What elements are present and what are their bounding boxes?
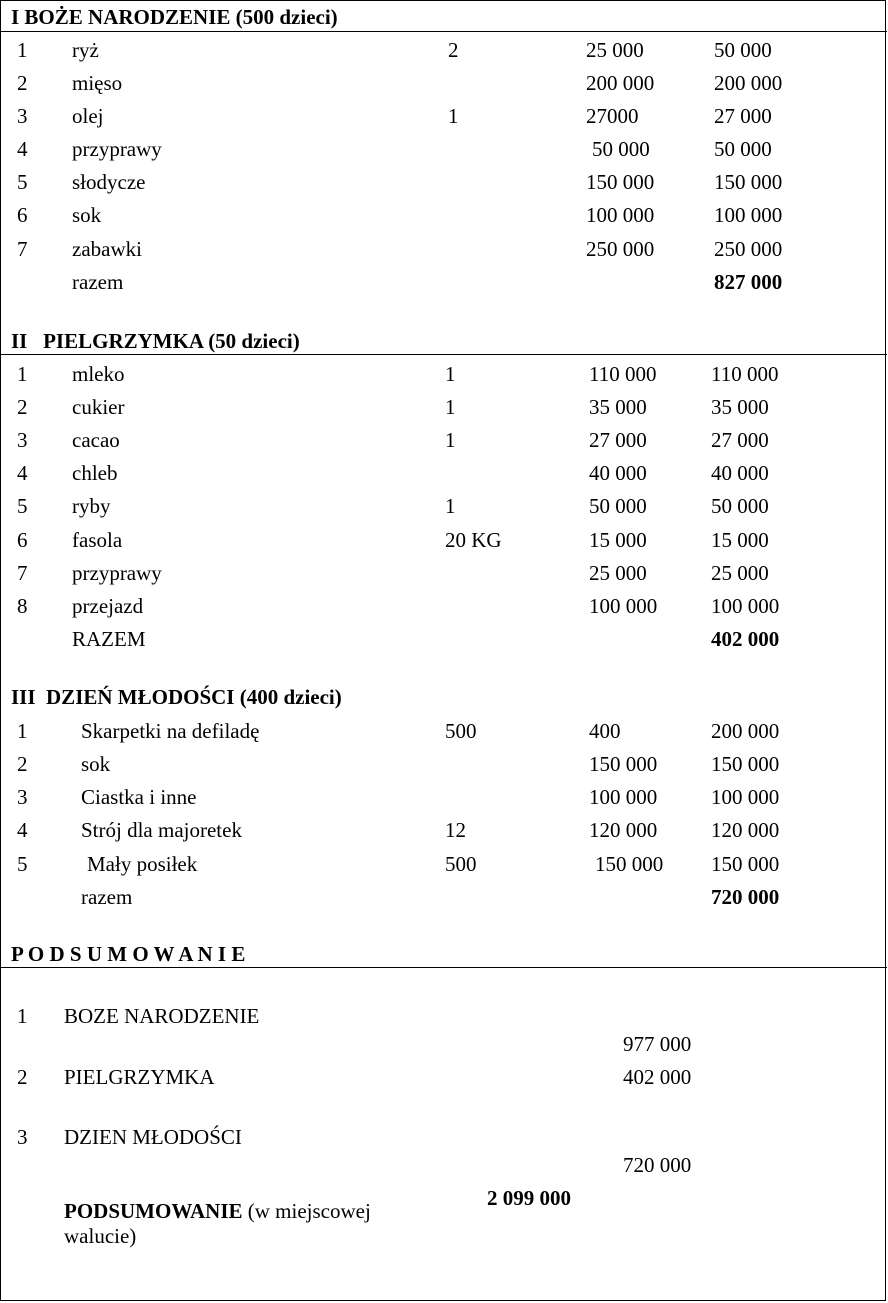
item-price: 25 000 [589, 561, 647, 585]
summary-label: PIELGRZYMKA [64, 1065, 215, 1089]
divider [1, 31, 887, 32]
sum-value: 827 000 [714, 270, 783, 294]
item-price: 250 000 [586, 237, 655, 261]
item-price: 50 000 [589, 494, 647, 518]
row-number: 3 [17, 104, 28, 128]
item-quantity: 2 [448, 38, 459, 62]
item-total: 50 000 [714, 137, 772, 161]
summary-value: 720 000 [623, 1153, 692, 1177]
row-number: 2 [17, 1065, 28, 1089]
row-number: 5 [17, 852, 28, 876]
item-name: przyprawy [72, 137, 162, 161]
item-name: cukier [72, 395, 125, 419]
item-total: 40 000 [711, 461, 769, 485]
item-quantity: 12 [445, 818, 466, 842]
item-name: Mały posiłek [87, 852, 198, 876]
section-title-pilgrimage: II PIELGRZYMKA (50 dzieci) [11, 329, 300, 353]
item-name: Ciastka i inne [81, 785, 197, 809]
item-price: 100 000 [586, 203, 655, 227]
row-number: 4 [17, 137, 28, 161]
grand-total-label-rest: (w miejscowej walucie) [64, 1199, 371, 1249]
item-name: olej [72, 104, 104, 128]
row-number: 8 [17, 594, 28, 618]
item-total: 27 000 [711, 428, 769, 452]
item-price: 27 000 [589, 428, 647, 452]
item-price: 110 000 [589, 362, 657, 386]
sum-value: 402 000 [711, 627, 780, 651]
item-name: mięso [72, 71, 123, 95]
item-price: 400 [589, 719, 621, 743]
divider [1, 354, 887, 355]
item-price: 150 000 [595, 852, 664, 876]
item-name: ryby [72, 494, 111, 518]
item-price: 15 000 [589, 528, 647, 552]
row-number: 6 [17, 203, 28, 227]
sum-label: RAZEM [72, 627, 146, 651]
summary-label: DZIEN MŁODOŚCI [64, 1125, 242, 1149]
item-quantity: 1 [445, 494, 456, 518]
item-price: 200 000 [586, 71, 655, 95]
item-quantity: 1 [445, 395, 456, 419]
item-name: fasola [72, 528, 123, 552]
row-number: 5 [17, 494, 28, 518]
row-number: 7 [17, 561, 28, 585]
section-title-christmas: I BOŻE NARODZENIE (500 dzieci) [11, 5, 338, 29]
summary-value: 402 000 [623, 1065, 692, 1089]
item-total: 100 000 [714, 203, 783, 227]
row-number: 6 [17, 528, 28, 552]
grand-total: 2 099 000 [487, 1186, 571, 1210]
summary-title: P O D S U M O W A N I E [11, 942, 246, 966]
item-total: 120 000 [711, 818, 780, 842]
summary-value: 977 000 [623, 1032, 692, 1056]
item-name: chleb [72, 461, 118, 485]
grand-total-label [64, 1199, 444, 1249]
item-quantity: 1 [445, 428, 456, 452]
item-total: 200 000 [714, 71, 783, 95]
sum-label: razem [72, 270, 124, 294]
item-quantity: 1 [448, 104, 459, 128]
row-number: 1 [17, 1004, 28, 1028]
item-price: 25 000 [586, 38, 644, 62]
item-price: 40 000 [589, 461, 647, 485]
item-name: Skarpetki na defiladę [81, 719, 260, 743]
summary-label: BOZE NARODZENIE [64, 1004, 260, 1028]
item-price: 50 000 [592, 137, 650, 161]
item-total: 50 000 [714, 38, 772, 62]
item-total: 100 000 [711, 594, 780, 618]
item-name: słodycze [72, 170, 146, 194]
item-total: 25 000 [711, 561, 769, 585]
item-name: cacao [72, 428, 120, 452]
row-number: 3 [17, 785, 28, 809]
row-number: 5 [17, 170, 28, 194]
item-total: 27 000 [714, 104, 772, 128]
item-quantity: 500 [445, 719, 477, 743]
grand-total-label-bold: PODSUMOWANIE [64, 1199, 243, 1223]
row-number: 3 [17, 1125, 28, 1149]
row-number: 7 [17, 237, 28, 261]
item-total: 150 000 [711, 852, 780, 876]
item-name: sok [81, 752, 111, 776]
item-price: 150 000 [589, 752, 658, 776]
item-name: zabawki [72, 237, 142, 261]
item-quantity: 500 [445, 852, 477, 876]
row-number: 4 [17, 818, 28, 842]
item-price: 100 000 [589, 594, 658, 618]
item-price: 27000 [586, 104, 639, 128]
item-total: 100 000 [711, 785, 780, 809]
row-number: 4 [17, 461, 28, 485]
item-name: mleko [72, 362, 125, 386]
item-price: 100 000 [589, 785, 658, 809]
item-total: 15 000 [711, 528, 769, 552]
item-quantity: 20 KG [445, 528, 502, 552]
row-number: 1 [17, 719, 28, 743]
sum-value: 720 000 [711, 885, 780, 909]
item-name: sok [72, 203, 102, 227]
item-name: przyprawy [72, 561, 162, 585]
item-total: 150 000 [711, 752, 780, 776]
row-number: 1 [17, 38, 28, 62]
item-total: 150 000 [714, 170, 783, 194]
sum-label: razem [81, 885, 133, 909]
item-name: przejazd [72, 594, 144, 618]
row-number: 2 [17, 752, 28, 776]
item-name: ryż [72, 38, 99, 62]
item-quantity: 1 [445, 362, 456, 386]
item-name: Strój dla majoretek [81, 818, 242, 842]
item-total: 200 000 [711, 719, 780, 743]
row-number: 3 [17, 428, 28, 452]
row-number: 2 [17, 395, 28, 419]
item-price: 150 000 [586, 170, 655, 194]
item-total: 35 000 [711, 395, 769, 419]
item-price: 35 000 [589, 395, 647, 419]
row-number: 1 [17, 362, 28, 386]
item-total: 250 000 [714, 237, 783, 261]
section-title-youth-day: III DZIEŃ MŁODOŚCI (400 dzieci) [11, 685, 342, 709]
divider [1, 967, 887, 968]
row-number: 2 [17, 71, 28, 95]
item-price: 120 000 [589, 818, 658, 842]
item-total: 110 000 [711, 362, 779, 386]
item-total: 50 000 [711, 494, 769, 518]
